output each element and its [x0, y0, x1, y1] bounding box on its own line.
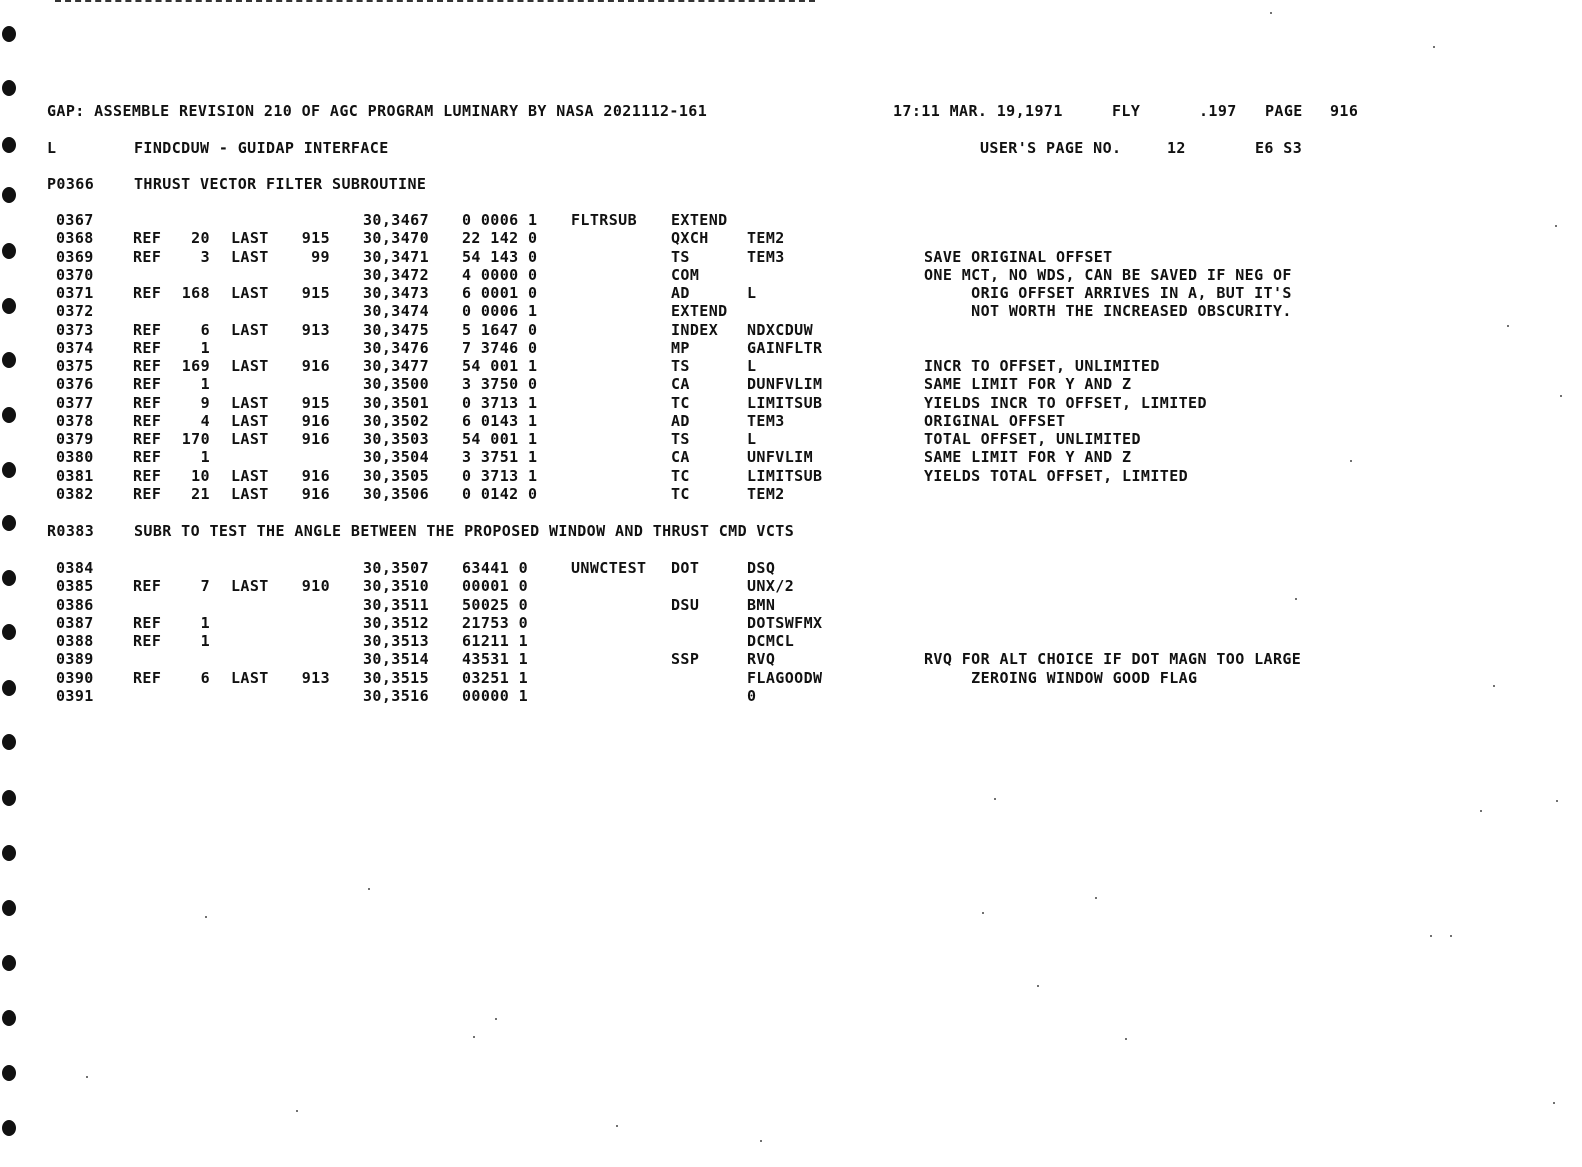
listing-refnum: 1 — [200, 338, 210, 357]
listing-ref: REF — [133, 411, 162, 430]
listing-comment: SAME LIMIT FOR Y AND Z — [924, 375, 1132, 394]
speck — [994, 798, 996, 800]
listing-lastnum: 99 — [311, 247, 330, 266]
speck — [1270, 12, 1272, 14]
speck — [1450, 935, 1452, 937]
timestamp: 17:11 MAR. 19,1971 — [893, 102, 1063, 120]
listing-operand: TEM2 — [747, 484, 785, 503]
speck — [1560, 395, 1562, 397]
listing-lastnum: 915 — [301, 393, 330, 412]
feed-hole — [2, 352, 16, 368]
feed-hole — [2, 243, 16, 259]
listing-code: 00001 0 — [462, 577, 529, 596]
listing-code: 03251 1 — [462, 668, 529, 687]
listing-operand: BMN — [747, 595, 776, 614]
listing-addr: 30,3505 — [363, 466, 430, 485]
listing-addr: 30,3475 — [363, 320, 430, 339]
listing-op: TC — [671, 484, 690, 503]
listing-operand: L — [747, 430, 757, 448]
feed-hole — [2, 1010, 16, 1026]
listing-line: 0387 — [56, 613, 94, 632]
listing-line: 0380 — [56, 448, 94, 467]
listing-operand: TEM3 — [747, 411, 785, 430]
listing-addr: 30,3511 — [363, 595, 430, 614]
listing-last: LAST — [231, 430, 269, 448]
speck — [1493, 685, 1495, 687]
listing-refnum: 1 — [200, 632, 210, 650]
program-header-line — [47, 102, 707, 120]
listing-line: 0384 — [56, 559, 94, 577]
listing-code: 0 3713 1 — [462, 393, 538, 412]
listing-last: LAST — [231, 284, 269, 302]
listing-addr: 30,3510 — [363, 577, 430, 596]
listing-ref: REF — [133, 229, 162, 248]
listing-comment: ORIGINAL OFFSET — [924, 411, 1066, 430]
section-id-p0366: P0366 — [47, 175, 95, 193]
listing-addr: 30,3474 — [363, 302, 430, 321]
listing-refnum: 6 — [200, 668, 210, 687]
listing-op: TC — [671, 466, 690, 485]
speck — [1125, 1038, 1127, 1040]
listing-lastnum: 915 — [301, 284, 330, 302]
listing-code: 0 0142 0 — [462, 484, 538, 503]
listing-lastnum: 916 — [301, 484, 330, 503]
listing-operand: DSQ — [747, 559, 776, 577]
speck — [1433, 46, 1435, 48]
listing-lastnum: 916 — [301, 357, 330, 375]
listing-line: 0368 — [56, 229, 94, 248]
listing-addr: 30,3512 — [363, 613, 430, 632]
listing-ref: REF — [133, 484, 162, 503]
listing-refnum: 169 — [181, 357, 210, 375]
listing-line: 0388 — [56, 632, 94, 650]
listing-refnum: 3 — [200, 247, 210, 266]
listing-operand: TEM3 — [747, 247, 785, 266]
speck — [1553, 1102, 1555, 1104]
listing-ref: REF — [133, 577, 162, 596]
speck — [1556, 800, 1558, 802]
listing-ref: REF — [133, 448, 162, 467]
listing-operand: DOTSWFMX — [747, 613, 823, 632]
listing-addr: 30,3507 — [363, 559, 430, 577]
speck — [1295, 598, 1297, 600]
listing-code: 0 0006 1 — [462, 211, 538, 229]
listing-line: 0391 — [56, 686, 94, 705]
listing-code: 22 142 0 — [462, 229, 538, 248]
section-title-r0383: SUBR TO TEST THE ANGLE BETWEEN THE PROPOSED WINDOW AND THRUST CMD VCTS — [134, 522, 795, 540]
listing-op: AD — [671, 411, 690, 430]
listing-operand: RVQ — [747, 650, 776, 669]
listing-ref: REF — [133, 357, 162, 375]
listing-line: 0370 — [56, 265, 94, 284]
listing-line: 0371 — [56, 284, 94, 302]
listing-operand: L — [747, 357, 757, 375]
listing-ref: REF — [133, 320, 162, 339]
listing-code: 5 1647 0 — [462, 320, 538, 339]
listing-ref: REF — [133, 613, 162, 632]
speck — [1430, 935, 1432, 937]
listing-op: CA — [671, 375, 690, 394]
listing-ref: REF — [133, 375, 162, 394]
listing-op: MP — [671, 338, 690, 357]
listing-lastnum: 916 — [301, 411, 330, 430]
listing-comment: YIELDS TOTAL OFFSET, LIMITED — [924, 466, 1189, 485]
feed-hole — [2, 570, 16, 586]
listing-refnum: 9 — [200, 393, 210, 412]
feed-hole — [2, 298, 16, 314]
tractor-feed-noise — [55, 0, 815, 5]
listing-line: 0367 — [56, 211, 94, 229]
listing-line: 0382 — [56, 484, 94, 503]
listing-addr: 30,3502 — [363, 411, 430, 430]
listing-operand: 0 — [747, 686, 757, 705]
mode-label: FLY — [1112, 102, 1141, 120]
listing-addr: 30,3472 — [363, 265, 430, 284]
listing-last: LAST — [231, 411, 269, 430]
listing-line: 0372 — [56, 302, 94, 321]
listing-op: EXTEND — [671, 211, 728, 229]
feed-hole — [2, 187, 16, 203]
listing-ref: REF — [133, 247, 162, 266]
listing-line: 0386 — [56, 595, 94, 614]
listing-refnum: 168 — [181, 284, 210, 302]
listing-op: AD — [671, 284, 690, 302]
listing-addr: 30,3467 — [363, 211, 430, 229]
feed-hole — [2, 734, 16, 750]
listing-op: TS — [671, 247, 690, 266]
listing-line: 0385 — [56, 577, 94, 596]
speck — [296, 1110, 298, 1112]
feed-hole — [2, 1065, 16, 1081]
listing-label: UNWCTEST — [571, 559, 647, 577]
listing-ref: REF — [133, 338, 162, 357]
listing-code: 54 143 0 — [462, 247, 538, 266]
listing-code: 00000 1 — [462, 686, 529, 705]
listing-code: 54 001 1 — [462, 357, 538, 375]
listing-op: CA — [671, 448, 690, 467]
revision-code: .197 — [1199, 102, 1237, 120]
listing-code: 7 3746 0 — [462, 338, 538, 357]
speck — [1555, 225, 1557, 227]
listing-code: 6 0143 1 — [462, 411, 538, 430]
listing-refnum: 1 — [200, 375, 210, 394]
feed-hole — [2, 407, 16, 423]
page-number: 916 — [1330, 102, 1359, 120]
listing-ref: REF — [133, 668, 162, 687]
listing-operand: GAINFLTR — [747, 338, 823, 357]
listing-comment: INCR TO OFFSET, UNLIMITED — [924, 357, 1160, 375]
listing-comment: RVQ FOR ALT CHOICE IF DOT MAGN TOO LARGE — [924, 650, 1302, 669]
speck — [368, 888, 370, 890]
listing-comment: TOTAL OFFSET, UNLIMITED — [924, 430, 1141, 448]
listing-addr: 30,3477 — [363, 357, 430, 375]
listing-lastnum: 916 — [301, 430, 330, 448]
listing-op: INDEX — [671, 320, 719, 339]
listing-code: 54 001 1 — [462, 430, 538, 448]
listing-addr: 30,3476 — [363, 338, 430, 357]
section-title-p0366: THRUST VECTOR FILTER SUBROUTINE — [134, 175, 427, 193]
listing-refnum: 170 — [181, 430, 210, 448]
listing-comment: ZEROING WINDOW GOOD FLAG — [924, 668, 1198, 687]
listing-comment: NOT WORTH THE INCREASED OBSCURITY. — [924, 302, 1292, 321]
listing-code: 0 0006 1 — [462, 302, 538, 321]
listing-operand: UNX/2 — [747, 577, 795, 596]
listing-operand: TEM2 — [747, 229, 785, 248]
speck — [473, 1036, 475, 1038]
listing-refnum: 10 — [191, 466, 210, 485]
listing-op: DOT — [671, 559, 700, 577]
listing-lastnum: 916 — [301, 466, 330, 485]
listing-ref: REF — [133, 430, 162, 448]
feed-hole — [2, 624, 16, 640]
listing-code: 43531 1 — [462, 650, 529, 669]
speck — [1507, 325, 1509, 327]
listing-line: 0389 — [56, 650, 94, 669]
listing-last: LAST — [231, 229, 269, 248]
listing-lastnum: 913 — [301, 320, 330, 339]
listing-code: 50025 0 — [462, 595, 529, 614]
listing-op: TC — [671, 393, 690, 412]
feed-hole — [2, 680, 16, 696]
listing-operand: FLAGOODW — [747, 668, 823, 687]
listing-comment: SAME LIMIT FOR Y AND Z — [924, 448, 1132, 467]
listing-addr: 30,3515 — [363, 668, 430, 687]
feed-hole — [2, 900, 16, 916]
speck — [1350, 460, 1352, 462]
sheet-code: E6 S3 — [1255, 139, 1303, 157]
listing-lastnum: 910 — [301, 577, 330, 596]
page-label: PAGE — [1265, 102, 1303, 120]
listing-operand: UNFVLIM — [747, 448, 814, 467]
listing-operand: NDXCDUW — [747, 320, 814, 339]
speck — [616, 1125, 618, 1127]
listing-op: TS — [671, 357, 690, 375]
listing-operand: DCMCL — [747, 632, 795, 650]
listing-comment: YIELDS INCR TO OFFSET, LIMITED — [924, 393, 1207, 412]
listing-refnum: 6 — [200, 320, 210, 339]
listing-op: EXTEND — [671, 302, 728, 321]
listing-refnum: 1 — [200, 613, 210, 632]
listing-addr: 30,3473 — [363, 284, 430, 302]
speck — [1095, 897, 1097, 899]
listing-last: LAST — [231, 357, 269, 375]
listing-ref: REF — [133, 393, 162, 412]
listing-op: SSP — [671, 650, 700, 669]
listing-refnum: 1 — [200, 448, 210, 467]
section-title: FINDCDUW - GUIDAP INTERFACE — [134, 139, 389, 157]
listing-operand: L — [747, 284, 757, 302]
listing-lastnum: 915 — [301, 229, 330, 248]
listing-ref: REF — [133, 466, 162, 485]
speck — [982, 912, 984, 914]
feed-hole — [2, 955, 16, 971]
listing-line: 0377 — [56, 393, 94, 412]
listing-code: 6 0001 0 — [462, 284, 538, 302]
program-line: GAP: ASSEMBLE REVISION 210 OF AGC PROGRAM LUMINARY BY NASA 2021112-161 — [47, 102, 708, 120]
listing-last: LAST — [231, 393, 269, 412]
feed-hole — [2, 845, 16, 861]
subheader-letter: L — [47, 139, 57, 157]
listing-label: FLTRSUB — [571, 211, 638, 229]
listing-line: 0375 — [56, 357, 94, 375]
listing-code: 3 3751 1 — [462, 448, 538, 467]
listing-lastnum: 913 — [301, 668, 330, 687]
listing-op: QXCH — [671, 229, 709, 248]
listing-code: 0 3713 1 — [462, 466, 538, 485]
speck — [1037, 985, 1039, 987]
listing-addr: 30,3504 — [363, 448, 430, 467]
listing-addr: 30,3513 — [363, 632, 430, 650]
listing-addr: 30,3516 — [363, 686, 430, 705]
listing-code: 61211 1 — [462, 632, 529, 650]
listing-line: 0373 — [56, 320, 94, 339]
listing-ref: REF — [133, 632, 162, 650]
listing-line: 0379 — [56, 430, 94, 448]
listing-last: LAST — [231, 577, 269, 596]
listing-line: 0381 — [56, 466, 94, 485]
listing-last: LAST — [231, 668, 269, 687]
listing-addr: 30,3503 — [363, 430, 430, 448]
listing-line: 0376 — [56, 375, 94, 394]
feed-hole — [2, 462, 16, 478]
feed-hole — [2, 1120, 16, 1136]
listing-operand: LIMITSUB — [747, 466, 823, 485]
listing-line: 0374 — [56, 338, 94, 357]
speck — [760, 1140, 762, 1142]
feed-hole — [2, 80, 16, 96]
listing-refnum: 4 — [200, 411, 210, 430]
listing-line: 0369 — [56, 247, 94, 266]
listing-code: 4 0000 0 — [462, 265, 538, 284]
listing-operand: DUNFVLIM — [747, 375, 823, 394]
feed-hole — [2, 790, 16, 806]
listing-line: 0390 — [56, 668, 94, 687]
listing-op: COM — [671, 265, 700, 284]
users-page-label: USER'S PAGE NO. — [980, 139, 1122, 157]
speck — [495, 1018, 497, 1020]
listing-last: LAST — [231, 484, 269, 503]
listing-comment: ONE MCT, NO WDS, CAN BE SAVED IF NEG OF — [924, 265, 1292, 284]
feed-hole — [2, 26, 16, 42]
listing-last: LAST — [231, 247, 269, 266]
speck — [205, 916, 207, 918]
speck — [1480, 810, 1482, 812]
feed-hole — [2, 137, 16, 153]
listing-addr: 30,3514 — [363, 650, 430, 669]
listing-code: 3 3750 0 — [462, 375, 538, 394]
listing-addr: 30,3501 — [363, 393, 430, 412]
listing-operand: LIMITSUB — [747, 393, 823, 412]
listing-comment: ORIG OFFSET ARRIVES IN A, BUT IT'S — [924, 284, 1292, 302]
listing-last: LAST — [231, 320, 269, 339]
listing-line: 0378 — [56, 411, 94, 430]
feed-hole — [2, 515, 16, 531]
listing-refnum: 21 — [191, 484, 210, 503]
section-id-r0383: R0383 — [47, 522, 95, 540]
users-page-number: 12 — [1167, 139, 1186, 157]
listing-refnum: 20 — [191, 229, 210, 248]
listing-op: TS — [671, 430, 690, 448]
listing-addr: 30,3506 — [363, 484, 430, 503]
listing-addr: 30,3470 — [363, 229, 430, 248]
listing-code: 63441 0 — [462, 559, 529, 577]
listing-addr: 30,3471 — [363, 247, 430, 266]
listing-addr: 30,3500 — [363, 375, 430, 394]
listing-op: DSU — [671, 595, 700, 614]
listing-ref: REF — [133, 284, 162, 302]
listing-refnum: 7 — [200, 577, 210, 596]
listing-comment: SAVE ORIGINAL OFFSET — [924, 247, 1113, 266]
listing-code: 21753 0 — [462, 613, 529, 632]
speck — [86, 1076, 88, 1078]
listing-last: LAST — [231, 466, 269, 485]
